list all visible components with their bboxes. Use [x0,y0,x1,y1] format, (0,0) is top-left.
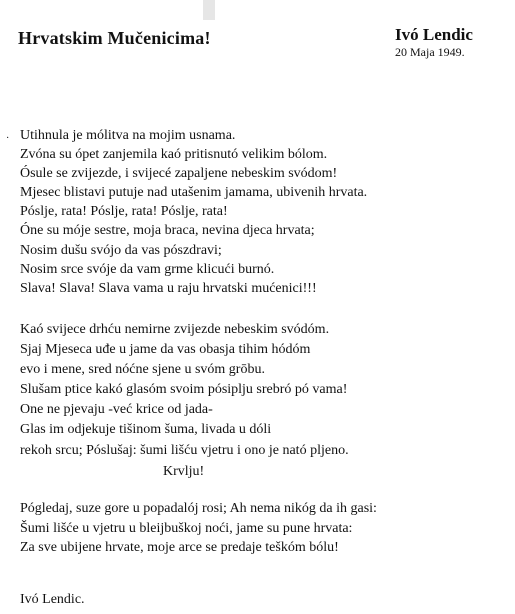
poem-title: Hrvatskim Mučenicima! [18,28,211,48]
stanza-2 [20,320,349,461]
poem-line: Slava! Slava! Slava vama u raju hrvatski mućenici!!! [20,280,317,296]
stanza-heading: Krvlju! [163,464,205,479]
poem-line: Mjesec blistavi putuje nad utašenim jamama, ubivenih hrvata. [20,185,368,201]
poem-line: Za sve ubijene hrvate, moje arce se predaje teškóm bólu! [20,540,339,555]
margin-dot: · [6,133,10,144]
poem-line: One ne pjevaju -već krice od jada- [20,402,213,418]
signature: Ivó Lendic. [20,592,85,607]
poem-line: Pógledaj, suze gore u popadalój rosi; Ah nema nikóg da ih gasi: [20,501,377,516]
poem-line: Zvóna su ópet zanjemila kaó pritisnutó velikim bólom. [20,147,328,163]
poem-line: Slušam ptice kakó glasóm svoim pósiplju srebró pó vama! [20,382,348,398]
poem-line: Nosim srce svóje da vam grme klicući burnó. [20,261,275,277]
poem-line: Šumi lišće u vjetru u bleijbuškoj noći, jame su pune hrvata: [20,520,353,536]
poem-line: evo i mene, sred nóćne sjene u svóm grōbu. [20,362,265,378]
poem-line: Sjaj Mjeseca uđe u jame da vas obasja tihim hódóm [20,342,311,358]
poem-line: Nosim dušu svójo da vas pószdravi; [20,242,222,258]
stanza-3 [20,499,377,558]
author-name: Ivó Lendic [395,25,473,44]
scan-mark [203,0,215,20]
poem-line: Glas im odjekuje tišinom šuma, livada u dóli [20,422,272,438]
poem-line: Póslje, rata! Póslje, rata! Póslje, rata! [20,204,228,220]
poem-date: 20 Maja 1949. [395,45,465,59]
poem-line: Óne su móje sestre, moja braca, nevina djeca hrvata; [20,223,315,239]
poem-line: Ósule se zvijezde, i svijecé zapaljene nebeskim svódom! [20,166,338,182]
poem-line: Utihnula je mólitva na mojim usnama. [20,128,236,143]
stanza-1 [20,126,367,298]
poem-line: rekoh srcu; Póslušaj: šumi lišću vjetru i ono je nató pljeno. [20,442,349,458]
poem-line: Kaó svijece drhću nemirne zvijezde nebeskim svódóm. [20,322,330,337]
